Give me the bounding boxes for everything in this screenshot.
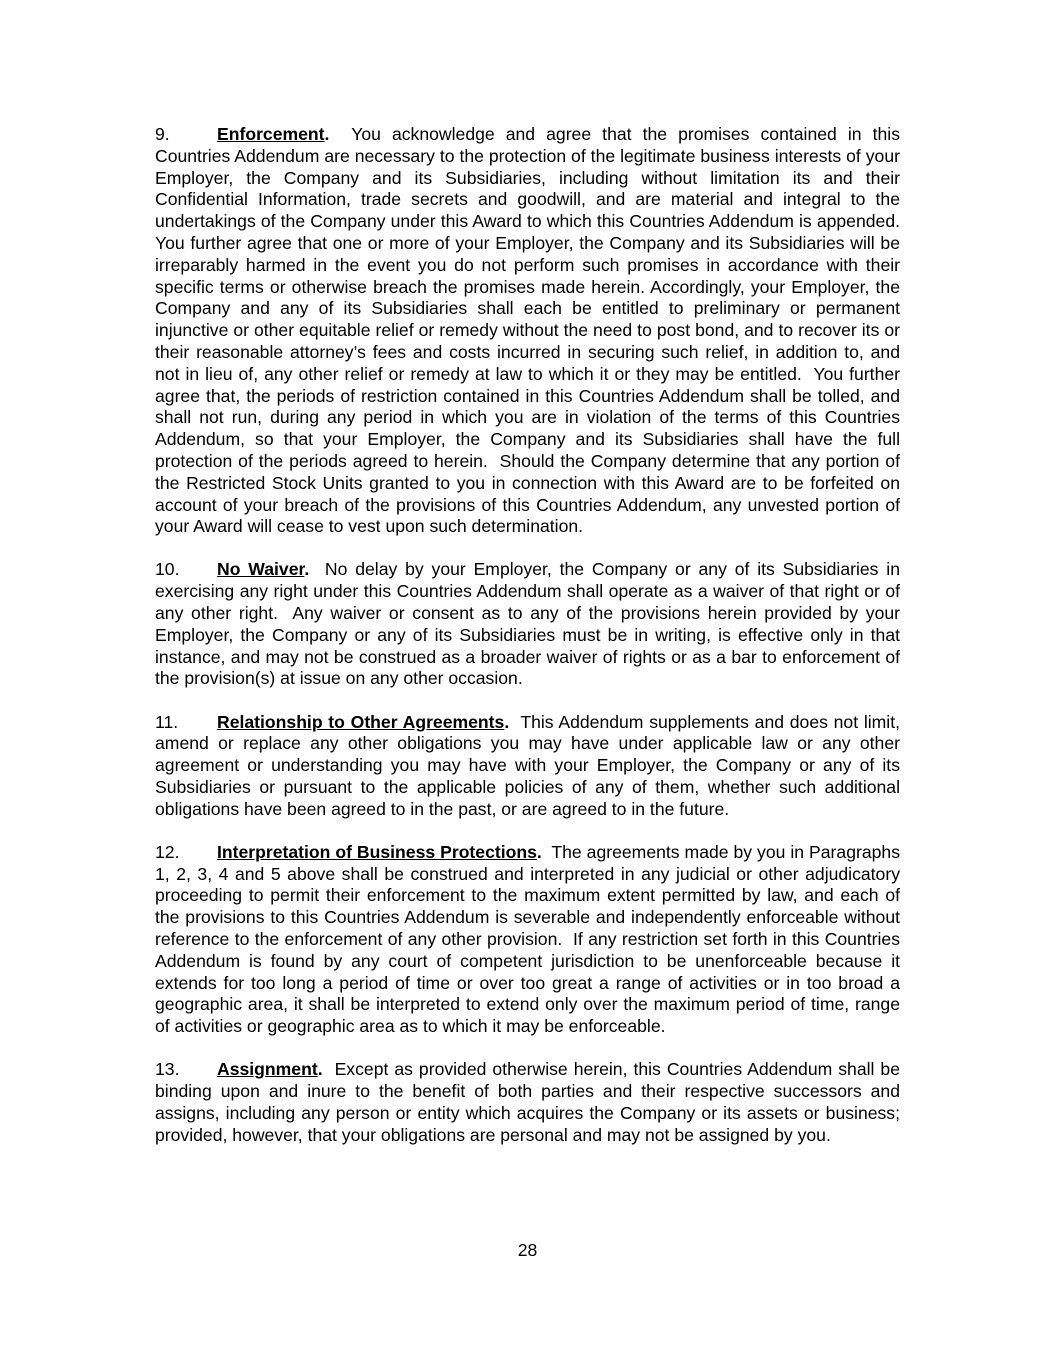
section-body: The agreements made by you in Paragraphs 1, 2, 3, 4 and 5 above shall be construed and interpreted in any judicial or other adjudicatory proceeding to permit their enforcement to the maximum extent permitted by law, and each of the provisions to this Countries Addendum is severable and independently enforceable without reference to the enforcement of any other provision. If any restriction set forth in this Countries Addendum is found by any court of competent jurisdiction to be unenforceable because it extends for too long a period of time or over too great a range of activities or in too broad a geographic area, it shall be interpreted to extend only over the maximum period of time, range of activities or geographic area as to which it may be enforceable. (155, 841, 905, 1037)
section-number: 12. (155, 841, 180, 862)
section-11 (155, 711, 905, 821)
section-heading: Relationship to Other Agreements (217, 711, 505, 732)
section-heading: Interpretation of Business Protections (217, 841, 537, 862)
section-12 (155, 841, 905, 1038)
section-body: You acknowledge and agree that the promises contained in this Countries Addendum are necessary to the protection of the legitimate business interests of your Employer, the Company and its Subsidiaries, including without limitation its and their Confidential Information, trade secrets and goodwill, and are material and integral to the undertakings of the Company under this Award to which this Countries Addendum is appended. You further agree that one or more of your Employer, the Company and its Subsidiaries will be irreparably harmed in the event you do not perform such promises in accordance with their specific terms or otherwise breach the promises made herein. Accordingly, your Employer, the Company and any of its Subsidiaries shall each be entitled to preliminary or permanent injunctive or other equitable relief or remedy without the need to post bond, and to recover its or their reasonable attorney’s fees and costs incurred in securing such relief, in addition to, and not in lieu of, any other relief or remedy at law to which it or they may be entitled. You further agree that, the periods of restriction contained in this Countries Addendum shall be tolled, and shall not run, during any period in which you are in violation of the terms of this Countries Addendum, so that your Employer, the Company and its Subsidiaries shall have the full protection of the periods agreed to herein. Should the Company determine that any portion of the Restricted Stock Units granted to you in connection with this Award are to be forfeited on account of your breach of the provisions of this Countries Addendum, any unvested portion of your Award will cease to vest upon such determination. (155, 124, 910, 537)
section-number: 9. (155, 124, 170, 144)
section-body: No delay by your Employer, the Company or any of its Subsidiaries in exercising any right under this Countries Addendum shall operate as a waiver of that right or of any other right. Any waiver or consent as to any of the provisions herein provided by your Employer, the Company or any of its Subsidiaries must be in writing, is effective only in that instance, and may not be construed as a broader waiver of rights or as a bar to enforcement of the provision(s) at issue on any other occasion. (155, 559, 905, 689)
section-body: Except as provided otherwise herein, this Countries Addendum shall be binding upon and inure to the benefit of both parties and their respective successors and assigns, including any person or entity which acquires the Company or its assets or business; provided, however, that your obligations are personal and may not be assigned by you. (155, 1059, 905, 1145)
document-page (155, 124, 910, 1168)
section-number: 13. (155, 1059, 180, 1080)
section-heading-period: . (304, 559, 310, 580)
section-heading-period: . (324, 124, 330, 144)
section-9 (155, 124, 910, 538)
section-13 (155, 1059, 905, 1146)
section-heading: No Waiver (217, 559, 305, 580)
section-heading-period: . (536, 841, 542, 862)
section-heading-period: . (317, 1059, 323, 1080)
section-heading: Enforcement (217, 124, 325, 144)
section-heading: Assignment (217, 1059, 318, 1080)
page-number: 28 (517, 1240, 538, 1260)
section-10 (155, 559, 905, 690)
section-number: 11. (155, 711, 179, 732)
section-number: 10. (155, 559, 180, 580)
section-heading-period: . (504, 711, 510, 732)
section-body: This Addendum supplements and does not limit, amend or replace any other obligations you may have under applicable law or any other agreement or understanding you may have with your Employer, the Company or any of its Subsidiaries or pursuant to the applicable policies of any of them, whether such additional obligations have been agreed to in the past, or are agreed to in the future. (155, 711, 905, 819)
